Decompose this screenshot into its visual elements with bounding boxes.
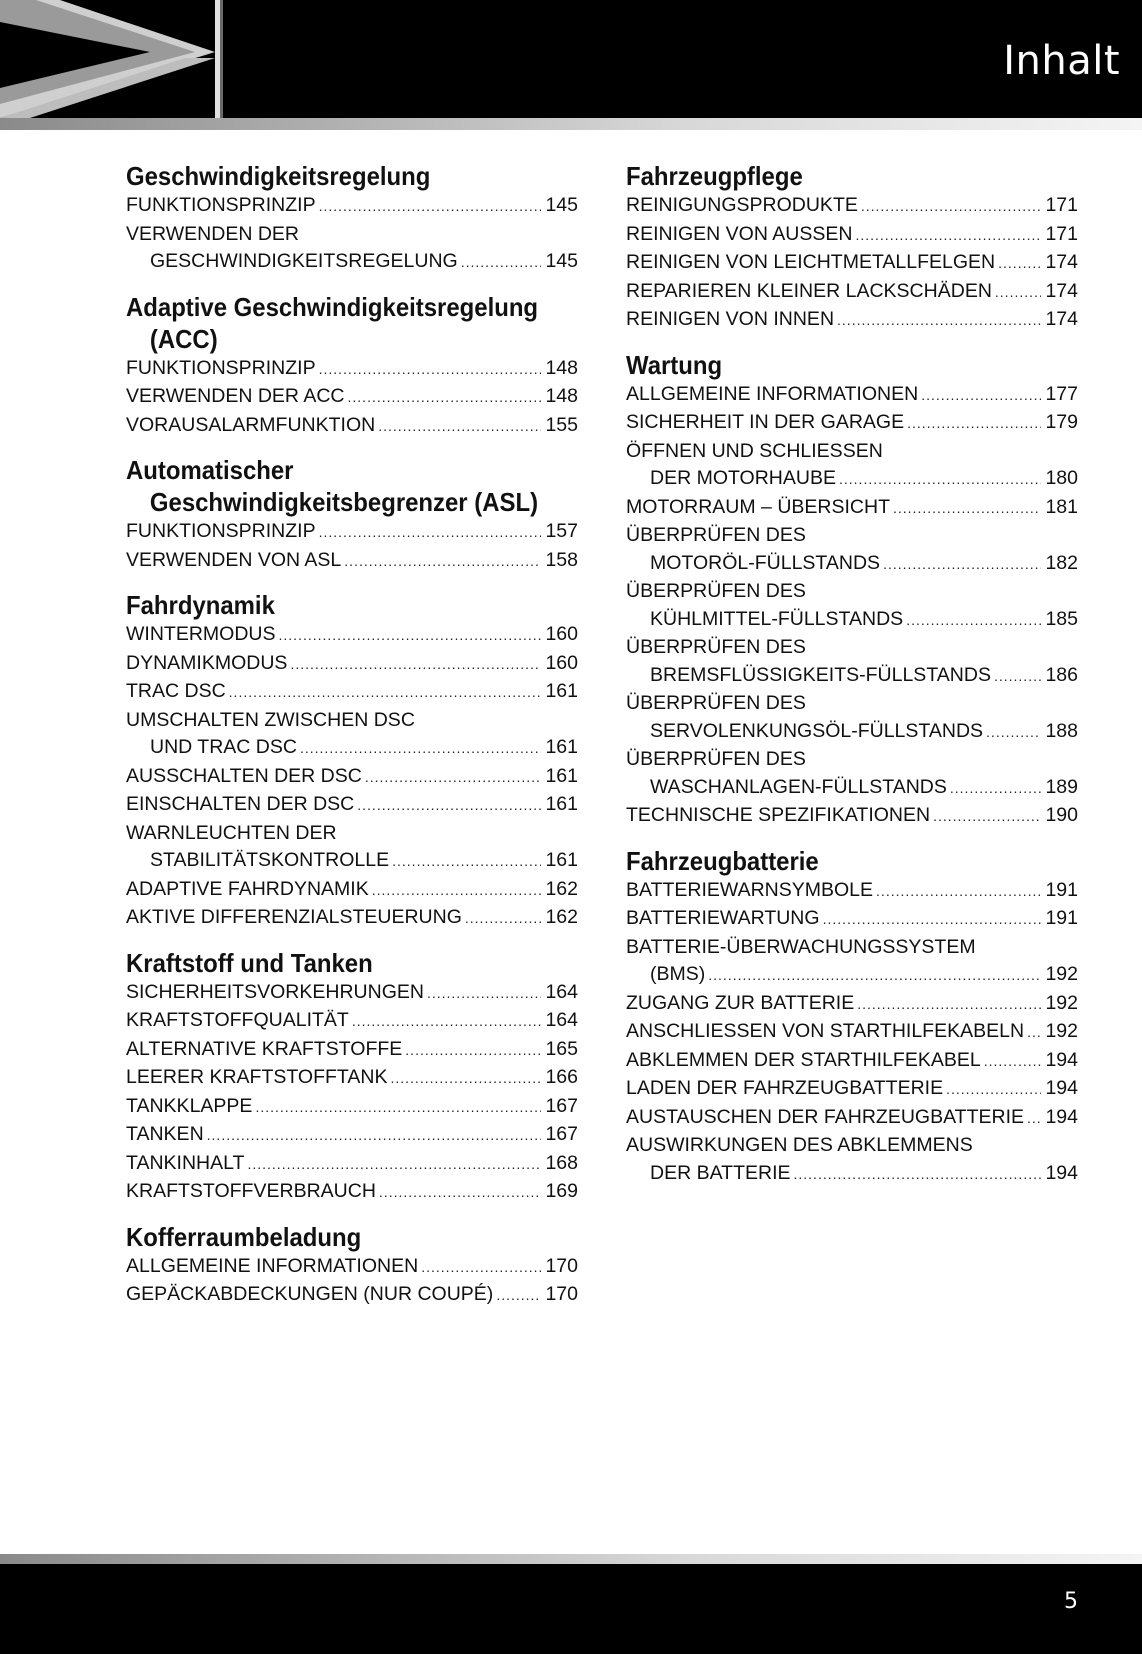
dot-leader [390,1065,541,1093]
entry-text: ABKLEMMEN DER STARTHILFEKABEL [626,1048,981,1071]
entry-page-number: 192 [1045,1020,1078,1042]
dot-leader [906,607,1041,635]
toc-entry[interactable] [126,248,578,277]
toc-entry [626,578,1078,606]
entry-text: LEERER KRAFTSTOFFTANK [126,1066,388,1088]
entry-page-number: 180 [1045,467,1078,489]
entry-page-number: 185 [1045,607,1078,630]
entry-text: ÜBERPRÜFEN DES [626,580,806,602]
dot-leader [907,410,1041,438]
toc-entry[interactable] [626,1047,1078,1076]
toc-entry[interactable] [626,606,1078,635]
dot-leader [300,735,541,763]
toc-entry[interactable] [126,1036,578,1065]
entry-page-number: 177 [1045,382,1078,405]
toc-entry[interactable] [626,221,1078,250]
entry-page-number: 191 [1045,878,1078,901]
entry-text: AUSTAUSCHEN DER FAHRZEUGBATTERIE [626,1105,1024,1128]
entry-page-number: 182 [1045,551,1078,574]
entry-text: REINIGEN VON INNEN [626,308,835,330]
footer-gradient-bar [0,1554,1142,1564]
entry-text: REINIGUNGSPRODUKTE [626,194,858,216]
toc-entry[interactable] [126,1064,578,1093]
page-footer [0,1564,1142,1654]
entry-text: TANKINHALT [126,1151,245,1174]
dot-leader [994,663,1041,691]
entry-text: ZUGANG ZUR BATTERIE [626,991,855,1014]
toc-section [126,1221,578,1310]
toc-entry [626,1132,1078,1160]
entry-page-number: 174 [1045,251,1078,273]
dot-leader [372,877,542,905]
entry-text: ALLGEMEINE INFORMATIONEN [126,1254,419,1277]
entry-page-number: 194 [1045,1105,1078,1128]
dot-leader [319,519,542,547]
entry-text: KRAFTSTOFFQUALITÄT [126,1009,349,1031]
entry-text: ALLGEMEINE INFORMATIONEN [626,382,919,405]
toc-entry[interactable] [626,1075,1078,1104]
section-title: Wartung [626,349,723,380]
dot-leader [379,1179,542,1207]
entry-page-number: 145 [545,250,578,272]
entry-text: UMSCHALTEN ZWISCHEN DSC [126,708,415,731]
entry-page-number: 174 [1045,279,1078,302]
entry-page-number: 188 [1045,719,1078,742]
entry-page-number: 167 [545,1123,578,1145]
dot-leader [921,382,1041,410]
entry-page-number: 186 [1045,663,1078,686]
entry-text: WINTERMODUS [126,623,276,645]
entry-text: MOTORÖL-FÜLLSTANDS [650,551,881,574]
chevron-logo-icon [0,0,230,118]
entry-text: AUSSCHALTEN DER DSC [126,764,362,787]
entry-page-number: 145 [545,194,578,216]
toc-section [126,589,578,933]
entry-text: REPARIEREN KLEINER LACKSCHÄDEN [626,279,992,302]
entry-page-number: 194 [1045,1077,1078,1099]
toc-entry[interactable] [126,1281,578,1310]
toc-entry[interactable] [126,1178,578,1207]
entry-page-number: 162 [545,906,578,928]
dot-leader [823,906,1042,934]
dot-leader [946,1076,1041,1104]
section-title: Fahrzeugpflege [626,161,803,191]
toc-entry[interactable] [126,518,578,547]
entry-page-number: 162 [545,877,578,900]
entry-text: AUSWIRKUNGEN DES ABKLEMMENS [626,1134,973,1156]
dot-leader [352,1008,542,1036]
dot-leader [1027,1105,1041,1133]
toc-section [626,160,1078,335]
entry-page-number: 171 [1045,222,1078,245]
entry-page-number: 169 [545,1180,578,1202]
entry-page-number: 171 [1045,194,1078,216]
dot-leader [465,905,542,933]
entry-text: DYNAMIKMODUS [126,651,288,674]
entry-text: LADEN DER FAHRZEUGBATTERIE [626,1077,944,1099]
entry-page-number: 164 [545,980,578,1003]
toc-entry [626,746,1078,774]
toc-entry [126,707,578,735]
toc-entry [126,221,578,249]
entry-page-number: 164 [545,1009,578,1031]
entry-text: DER BATTERIE [650,1161,791,1184]
entry-page-number: 148 [545,356,578,379]
entry-text: TECHNISCHE SPEZIFIKATIONEN [626,804,931,826]
toc-entry[interactable] [626,961,1078,990]
dot-leader [357,792,541,820]
toc-section [126,160,578,277]
entry-text: (BMS) [650,963,706,985]
toc-entry[interactable] [626,192,1078,221]
entry-page-number: 191 [1045,907,1078,929]
header-gradient-bar [0,118,1142,130]
entry-page-number: 161 [545,764,578,787]
toc-entry[interactable] [126,791,578,820]
dot-leader [857,991,1041,1019]
toc-entry[interactable] [126,1093,578,1122]
dot-leader [290,651,541,679]
toc-entry[interactable] [626,249,1078,278]
section-title: Fahrdynamik [126,590,275,620]
page-header [0,0,1142,118]
entry-text: VERWENDEN DER [126,222,299,245]
dot-leader [392,848,541,876]
toc-entry[interactable] [126,847,578,876]
entry-page-number: 170 [545,1283,578,1305]
entry-text: ÜBERPRÜFEN DES [626,692,806,714]
entry-text: UND TRAC DSC [150,736,297,758]
toc-entry[interactable] [626,494,1078,523]
entry-text: ÖFFNEN UND SCHLIESSEN [626,439,883,462]
toc-entry[interactable] [626,1018,1078,1047]
toc-entry [626,438,1078,466]
toc-entry[interactable] [626,774,1078,803]
section-title: Fahrzeugbatterie [626,845,819,876]
section-title: Adaptive Geschwindigkeitsregelung [126,291,539,322]
entry-text: ANSCHLIESSEN VON STARTHILFEKABELN [626,1020,1025,1042]
entry-page-number: 160 [545,651,578,674]
dot-leader [405,1037,541,1065]
entry-text: WARNLEUCHTEN DER [126,821,337,844]
dot-leader [839,466,1041,494]
dot-leader [365,764,542,792]
toc-entry[interactable] [626,306,1078,335]
entry-page-number: 161 [545,793,578,815]
entry-text: FUNKTIONSPRINZIP [126,356,316,379]
entry-text: TRAC DSC [126,680,226,702]
toc-entry[interactable] [126,412,578,441]
toc-entry [626,934,1078,962]
entry-text: FUNKTIONSPRINZIP [126,520,316,542]
toc-entry[interactable] [626,278,1078,307]
entry-page-number: 192 [1045,963,1078,985]
dot-leader [984,1048,1042,1076]
toc-entry[interactable] [626,465,1078,494]
dot-leader [708,962,1041,990]
toc-section [126,454,578,575]
entry-page-number: 189 [1045,775,1078,798]
toc-entry[interactable] [626,662,1078,691]
entry-text: GEPÄCKABDECKUNGEN (NUR COUPÉ) [126,1283,494,1305]
dot-leader [319,193,542,221]
entry-text: SICHERHEIT IN DER GARAGE [626,411,905,433]
dot-leader [279,622,542,650]
toc-entry[interactable] [126,192,578,221]
toc-entry[interactable] [626,905,1078,934]
toc-entry[interactable] [626,802,1078,831]
toc-section [626,845,1078,1189]
dot-leader [1027,1019,1041,1047]
toc-entry[interactable] [626,550,1078,579]
dot-leader [229,679,542,707]
toc-entry[interactable] [626,1104,1078,1133]
toc-entry[interactable] [126,650,578,679]
dot-leader [207,1122,542,1150]
entry-page-number: 174 [1045,308,1078,330]
toc-entry[interactable] [126,1121,578,1150]
entry-page-number: 165 [545,1037,578,1060]
dot-leader [876,878,1041,906]
entry-text: WASCHANLAGEN-FÜLLSTANDS [650,775,947,798]
entry-page-number: 148 [545,385,578,407]
toc-entry [126,820,578,848]
toc-entry [626,634,1078,662]
entry-page-number: 190 [1045,804,1078,826]
entry-text: BREMSFLÜSSIGKEITS-FÜLLSTANDS [650,663,991,686]
entry-page-number: 194 [1045,1161,1078,1184]
entry-text: TANKEN [126,1123,204,1145]
section-title: Geschwindigkeitsregelung [126,161,431,191]
section-title: Kofferraumbeladung [126,1221,362,1252]
dot-leader [319,356,542,384]
dot-leader [986,719,1041,747]
toc-entry[interactable] [126,876,578,905]
entry-text: GESCHWINDIGKEITSREGELUNG [150,250,458,272]
toc-entry[interactable] [126,355,578,384]
entry-text: VORAUSALARMFUNKTION [126,413,376,436]
entry-page-number: 179 [1045,411,1078,433]
toc-entry[interactable] [126,763,578,792]
dot-leader [998,250,1041,278]
page-number: 5 [1064,1589,1078,1614]
dot-leader [427,980,541,1008]
toc-entry[interactable] [626,718,1078,747]
dot-leader [883,551,1041,579]
toc-entry[interactable] [126,678,578,707]
toc-entry[interactable] [126,1007,578,1036]
entry-page-number: 158 [545,548,578,571]
toc-entry[interactable] [626,409,1078,438]
dot-leader [995,279,1042,307]
entry-page-number: 157 [545,520,578,542]
entry-text: FUNKTIONSPRINZIP [126,194,316,216]
entry-page-number: 160 [545,623,578,645]
entry-page-number: 161 [545,736,578,758]
toc-section [126,291,578,441]
entry-text: AKTIVE DIFFERENZIALSTEUERUNG [126,906,462,928]
toc-entry[interactable] [126,547,578,576]
entry-text: ADAPTIVE FAHRDYNAMIK [126,877,369,900]
entry-text: BATTERIEWARTUNG [626,907,820,929]
entry-text: REINIGEN VON LEICHTMETALLFELGEN [626,251,996,273]
dot-leader [247,1151,541,1179]
entry-page-number: 181 [1045,495,1078,518]
entry-page-number: 192 [1045,991,1078,1014]
entry-text: SERVOLENKUNGSÖL-FÜLLSTANDS [650,719,984,742]
entry-text: ALTERNATIVE KRAFTSTOFFE [126,1037,403,1060]
toc-entry[interactable] [626,381,1078,410]
entry-text: SICHERHEITSVORKEHRUNGEN [126,980,424,1003]
entry-page-number: 155 [545,413,578,436]
toc-entry [626,690,1078,718]
toc-entry [626,522,1078,550]
entry-text: EINSCHALTEN DER DSC [126,793,355,815]
dot-leader [950,775,1042,803]
toc-section [126,947,578,1207]
entry-text: ÜBERPRÜFEN DES [626,748,806,770]
dot-leader [837,307,1041,335]
toc-entry[interactable] [126,383,578,412]
entry-text: MOTORRAUM – ÜBERSICHT [626,495,890,518]
toc-entry[interactable] [126,904,578,933]
toc-section [626,349,1078,831]
entry-text: VERWENDEN VON ASL [126,548,342,571]
dot-leader [378,413,541,441]
entry-text: KRAFTSTOFFVERBRAUCH [126,1180,376,1202]
section-title: Geschwindigkeitsbegrenzer (ASL) [149,487,539,517]
toc-entry[interactable] [626,990,1078,1019]
dot-leader [893,495,1041,523]
section-title: Automatischer [126,455,294,485]
entry-page-number: 194 [1045,1048,1078,1071]
entry-text: BATTERIEWARNSYMBOLE [626,878,874,901]
dot-leader [855,222,1041,250]
entry-text: VERWENDEN DER ACC [126,385,345,407]
section-title: (ACC) [149,323,218,354]
toc-left-column [126,160,578,1324]
entry-page-number: 170 [545,1254,578,1277]
toc-right-column [626,160,1078,1202]
entry-text: ÜBERPRÜFEN DES [626,524,806,546]
dot-leader [794,1161,1042,1189]
dot-leader [255,1094,541,1122]
dot-leader [421,1254,541,1282]
entry-text: TANKKLAPPE [126,1094,253,1117]
entry-text: STABILITÄTSKONTROLLE [150,849,390,871]
toc-entry[interactable] [626,877,1078,906]
toc-entry[interactable] [126,734,578,763]
entry-page-number: 167 [545,1094,578,1117]
entry-page-number: 161 [545,849,578,871]
dot-leader [496,1282,541,1310]
dot-leader [933,803,1041,831]
dot-leader [344,548,541,576]
entry-page-number: 168 [545,1151,578,1174]
page-title: Inhalt [1003,38,1120,84]
dot-leader [861,193,1042,221]
toc-entry[interactable] [126,1253,578,1282]
entry-text: KÜHLMITTEL-FÜLLSTANDS [650,607,904,630]
toc-entry[interactable] [126,1150,578,1179]
dot-leader [461,249,542,277]
entry-text: BATTERIE-ÜBERWACHUNGSSYSTEM [626,935,976,958]
toc-entry[interactable] [126,979,578,1008]
dot-leader [348,384,542,412]
entry-page-number: 166 [545,1066,578,1088]
entry-text: DER MOTORHAUBE [650,467,836,489]
entry-page-number: 161 [545,680,578,702]
section-title: Kraftstoff und Tanken [126,947,373,978]
entry-text: REINIGEN VON AUSSEN [626,222,853,245]
toc-entry[interactable] [126,621,578,650]
entry-text: ÜBERPRÜFEN DES [626,636,806,658]
toc-entry[interactable] [626,1160,1078,1189]
